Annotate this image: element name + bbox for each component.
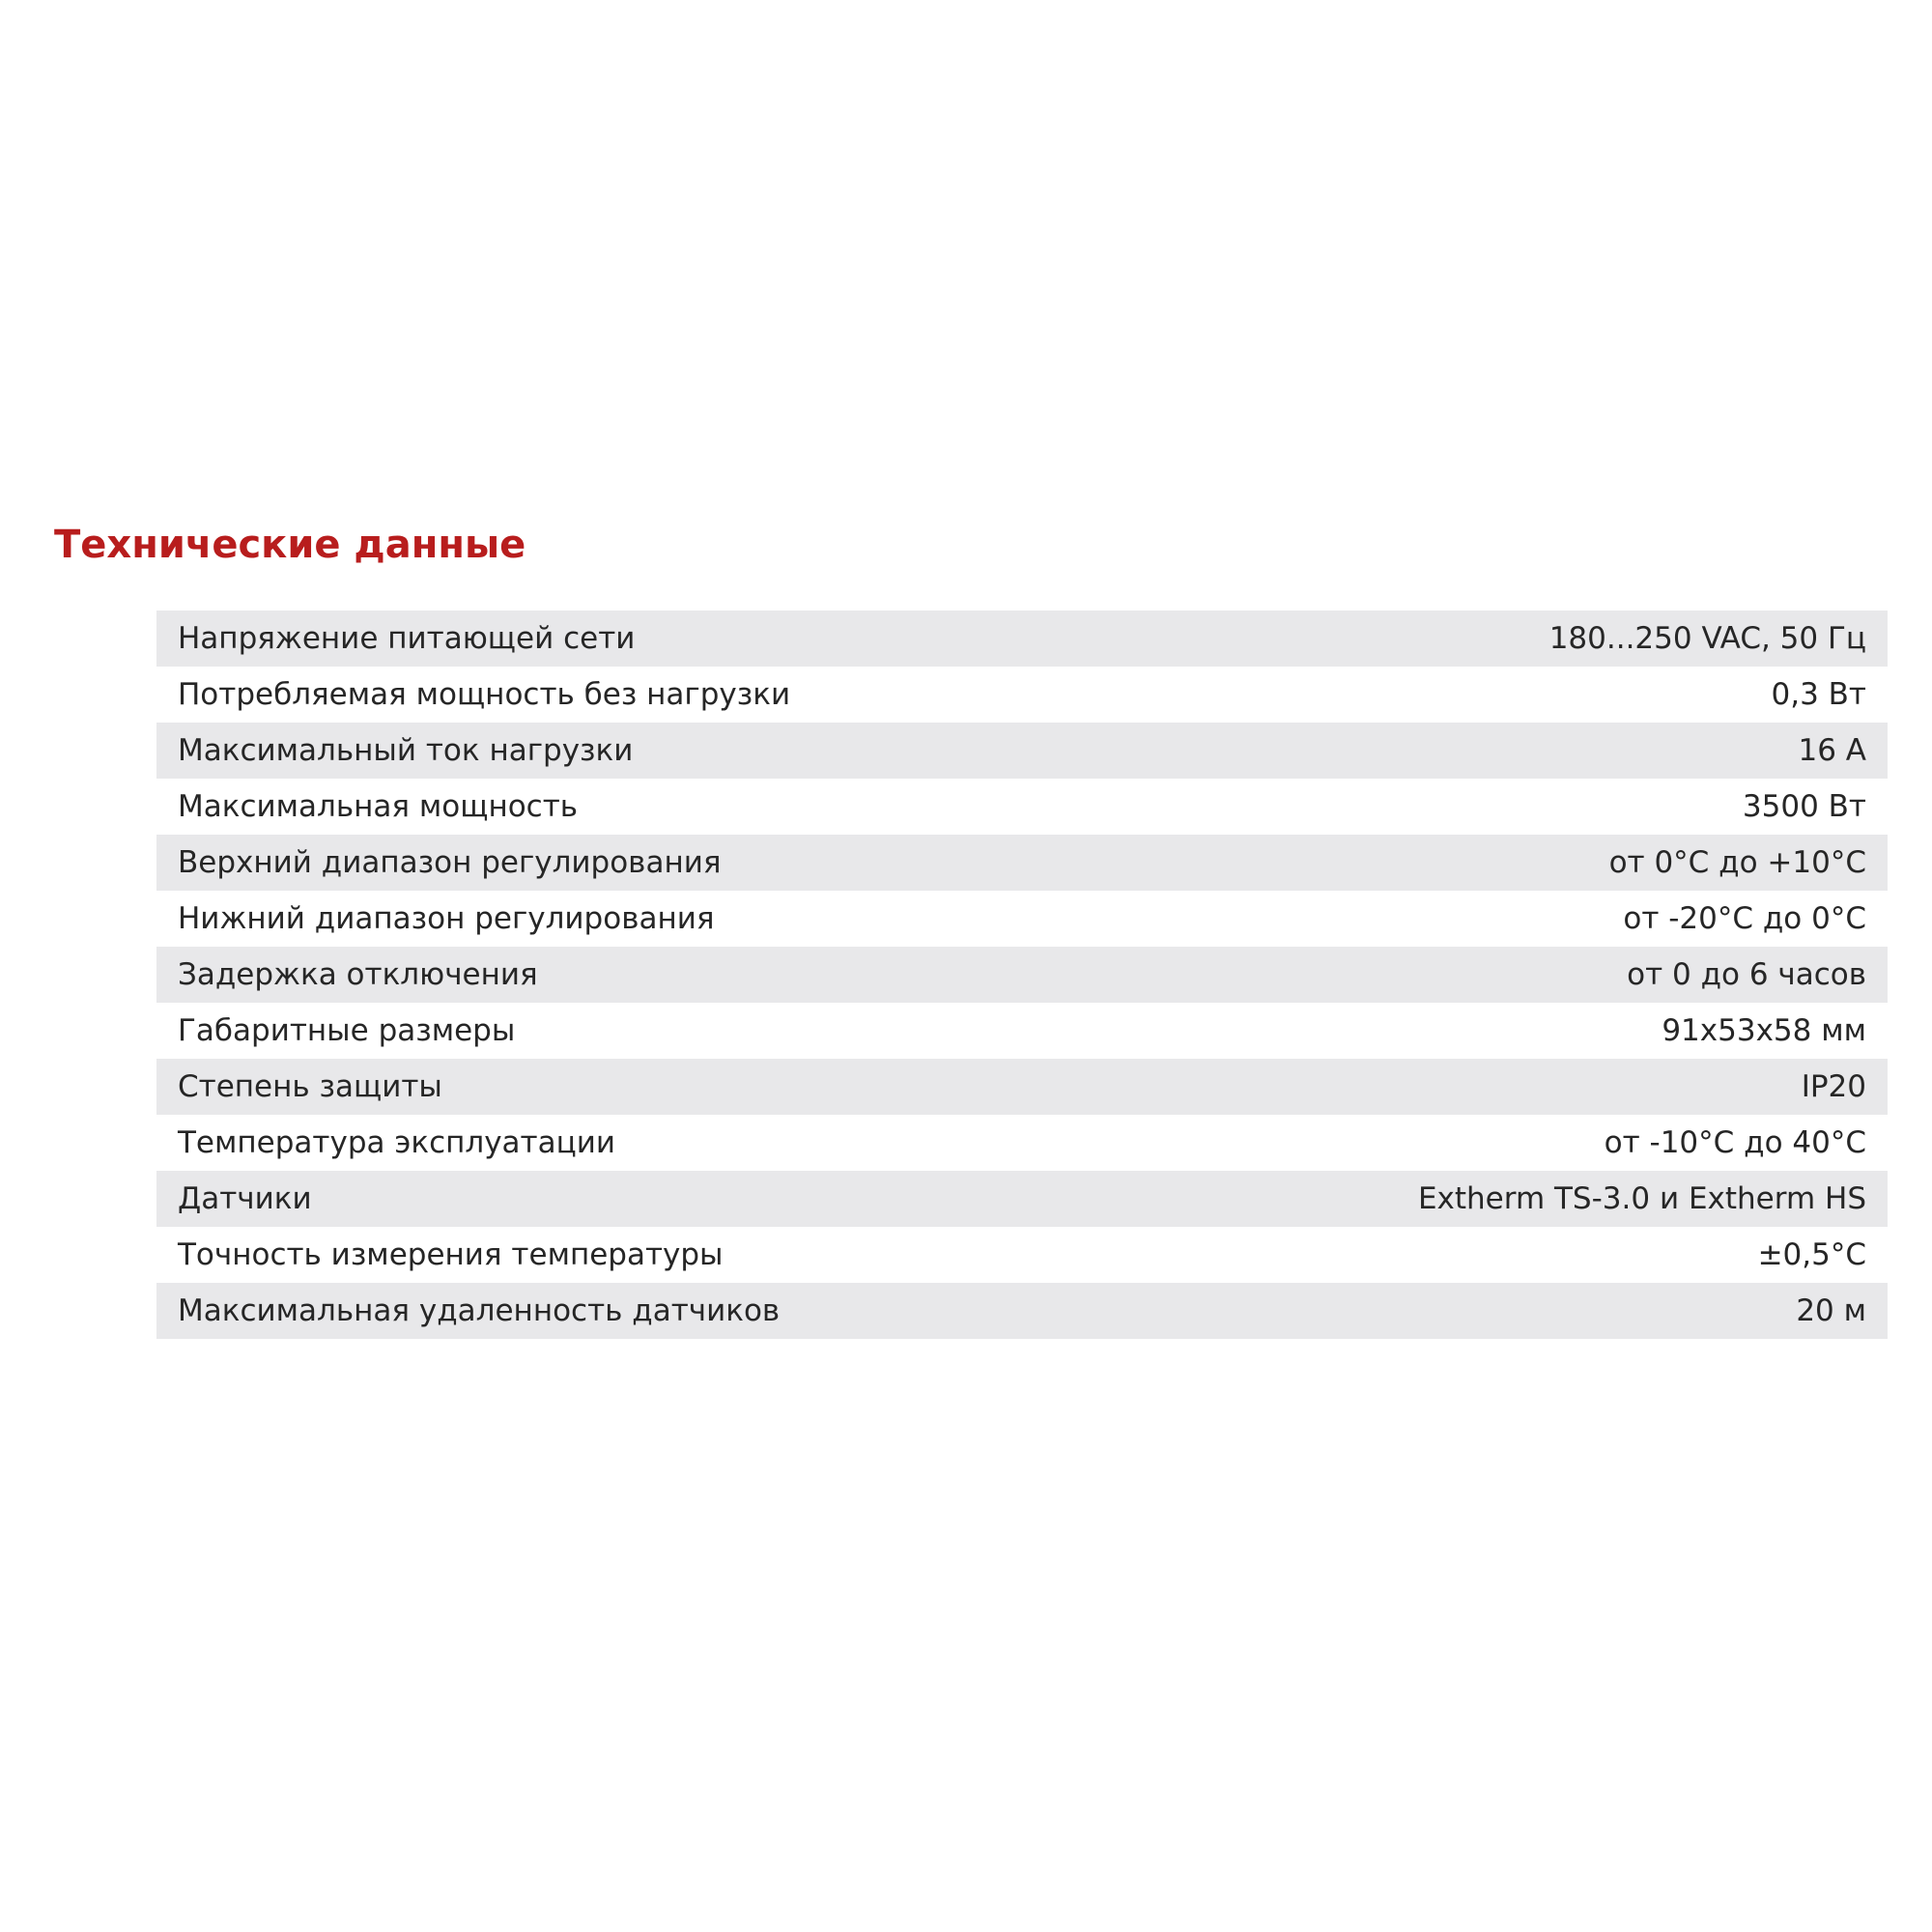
spec-value: от 0°С до +10°С <box>1608 845 1866 880</box>
spec-row-accuracy <box>156 1227 1888 1283</box>
spec-row-max-current <box>156 723 1888 779</box>
spec-label: Максимальный ток нагрузки <box>178 733 634 768</box>
spec-row-off-delay <box>156 947 1888 1003</box>
spec-label: Напряжение питающей сети <box>178 621 636 656</box>
spec-label: Степень защиты <box>178 1069 442 1104</box>
spec-row-max-power <box>156 779 1888 835</box>
spec-label: Максимальная мощность <box>178 789 579 824</box>
spec-value: 20 м <box>1796 1293 1866 1328</box>
spec-value: IP20 <box>1801 1069 1866 1104</box>
spec-value: 91x53x58 мм <box>1662 1013 1866 1048</box>
spec-value: от 0 до 6 часов <box>1627 957 1866 992</box>
spec-row-sensors <box>156 1171 1888 1227</box>
spec-value: 180...250 VAC, 50 Гц <box>1548 621 1866 656</box>
spec-label: Верхний диапазон регулирования <box>178 845 722 880</box>
spec-value: Extherm TS-3.0 и Extherm HS <box>1417 1181 1866 1216</box>
spec-row-lower-range <box>156 891 1888 947</box>
spec-row-sensor-distance <box>156 1283 1888 1339</box>
spec-label: Нижний диапазон регулирования <box>178 901 715 936</box>
spec-row-supply-voltage <box>156 611 1888 667</box>
spec-label: Задержка отключения <box>178 957 538 992</box>
spec-row-dimensions <box>156 1003 1888 1059</box>
spec-label: Температура эксплуатации <box>178 1125 615 1160</box>
spec-value: 16 А <box>1798 733 1866 768</box>
spec-label: Максимальная удаленность датчиков <box>178 1293 781 1328</box>
spec-value: ±0,5°С <box>1757 1237 1866 1272</box>
section-title: Технические данные <box>54 523 526 567</box>
spec-row-protection <box>156 1059 1888 1115</box>
spec-value: 3500 Вт <box>1742 789 1866 824</box>
spec-row-upper-range <box>156 835 1888 891</box>
spec-table <box>156 611 1888 1339</box>
spec-value: от -10°С до 40°С <box>1604 1125 1866 1160</box>
spec-label: Датчики <box>178 1181 312 1216</box>
spec-value: 0,3 Вт <box>1771 677 1866 712</box>
spec-row-operating-temp <box>156 1115 1888 1171</box>
spec-label: Габаритные размеры <box>178 1013 516 1048</box>
spec-row-idle-power <box>156 667 1888 723</box>
spec-label: Точность измерения температуры <box>178 1237 724 1272</box>
spec-value: от -20°С до 0°С <box>1623 901 1866 936</box>
spec-label: Потребляемая мощность без нагрузки <box>178 677 791 712</box>
